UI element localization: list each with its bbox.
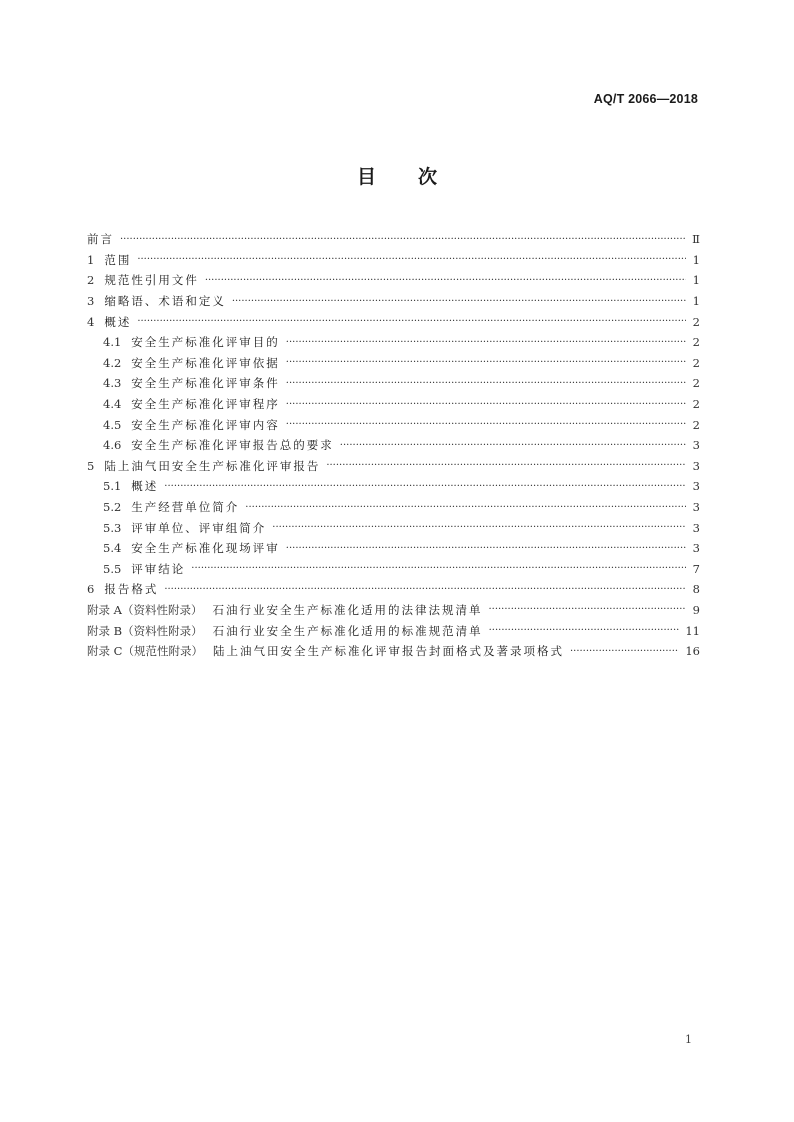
toc-leader-dots [286, 543, 686, 554]
toc-entry-page: 2 [692, 314, 700, 329]
toc-entry-title: 范围 [104, 252, 132, 267]
toc-leader-dots [191, 563, 686, 574]
toc-heading-char-1: 目 [356, 166, 376, 188]
toc-entry[interactable] [87, 456, 700, 477]
toc-entry-page: Ⅱ [692, 232, 700, 247]
toc-entry-number: 5.5 [103, 561, 122, 576]
toc-entry-title: 安全生产标准化评审程序 [131, 397, 280, 412]
toc-leader-dots [488, 604, 686, 615]
toc-entry[interactable] [87, 332, 700, 353]
toc-leader-dots [245, 502, 686, 513]
toc-entry-number: 4.1 [103, 335, 122, 350]
toc-entry-title: 石油行业安全生产标准化适用的法律法规清单 [212, 602, 483, 617]
toc-entry-page: 1 [692, 252, 700, 267]
toc-entry[interactable] [87, 353, 700, 374]
toc-entry-page: 1 [692, 273, 700, 288]
toc-entry-page: 2 [692, 417, 700, 432]
toc-entry-title: 缩略语、术语和定义 [104, 294, 226, 309]
toc-entry-number: 5.4 [103, 541, 122, 556]
toc-entry[interactable] [87, 394, 700, 415]
toc-leader-dots [286, 419, 686, 430]
toc-entry[interactable] [87, 538, 700, 559]
toc-entry-number: 4.5 [103, 417, 122, 432]
toc-entry-page: 8 [692, 582, 700, 597]
toc-entry-title: 安全生产标准化评审目的 [131, 335, 280, 350]
toc-entry-number: 附录 C（规范性附录） [87, 644, 203, 659]
toc-entry[interactable] [87, 250, 700, 271]
toc-entry-number: 4 [87, 314, 95, 329]
toc-leader-dots [120, 234, 686, 245]
toc-entry-number: 4.6 [103, 438, 122, 453]
toc-leader-dots [232, 296, 686, 307]
toc-leader-dots [286, 378, 686, 389]
toc-leader-dots [137, 254, 686, 265]
toc-entry[interactable] [87, 229, 700, 250]
toc-entry[interactable] [87, 559, 700, 580]
toc-entry-page: 2 [692, 376, 700, 391]
toc-entry[interactable] [87, 517, 700, 538]
toc-entry-page: 16 [685, 644, 700, 659]
toc-entry-title: 概述 [131, 479, 159, 494]
toc-entry[interactable] [87, 620, 700, 641]
toc-heading-char-2: 次 [418, 166, 438, 188]
toc-entry-number: 6 [87, 582, 95, 597]
toc-entry-number: 附录 A（资料性附录） [87, 602, 203, 617]
toc-leader-dots [272, 522, 686, 533]
toc-entry-number: 1 [87, 252, 95, 267]
toc-entry-title: 评审单位、评审组简介 [131, 520, 267, 535]
toc-entry-number: 5.2 [103, 500, 122, 515]
toc-leader-dots [489, 625, 680, 636]
page-number: 1 [685, 1033, 692, 1046]
toc-entry-title: 安全生产标准化评审条件 [131, 376, 280, 391]
toc-entry-page: 2 [692, 355, 700, 370]
toc-entry[interactable] [87, 414, 700, 435]
toc-entry-number: 4.3 [103, 376, 122, 391]
toc-entry-title: 石油行业安全生产标准化适用的标准规范清单 [212, 623, 483, 638]
toc-entry-page: 2 [692, 335, 700, 350]
toc-entry-page: 1 [692, 294, 700, 309]
toc-entry-number: 4.4 [103, 397, 122, 412]
toc-entry-number: 2 [87, 273, 95, 288]
toc-leader-dots [205, 275, 686, 286]
toc-entry-page: 3 [692, 438, 700, 453]
toc-entry-title: 安全生产标准化评审报告总的要求 [131, 438, 334, 453]
toc-leader-dots [286, 357, 686, 368]
toc-entry-number: 3 [87, 294, 95, 309]
toc-entry-title: 安全生产标准化评审内容 [131, 417, 280, 432]
toc-entry[interactable] [87, 497, 700, 518]
toc-entry-number: 5 [87, 458, 95, 473]
toc-leader-dots [570, 646, 679, 657]
toc-entry-title: 报告格式 [104, 582, 159, 597]
toc-entry-number: 4.2 [103, 355, 122, 370]
toc-entry-page: 11 [685, 623, 700, 638]
toc-entry-title: 陆上油气田安全生产标准化评审报告 [104, 458, 321, 473]
toc-entry-title: 前言 [87, 232, 114, 247]
toc-entry[interactable] [87, 641, 700, 662]
toc-entry-title: 安全生产标准化评审依据 [131, 355, 280, 370]
toc-entry-number: 附录 B（资料性附录） [87, 623, 203, 638]
toc-entry[interactable] [87, 476, 700, 497]
toc-entry-title: 概述 [104, 314, 132, 329]
toc-entry[interactable] [87, 270, 700, 291]
toc-entry-page: 3 [692, 479, 700, 494]
toc-leader-dots [286, 337, 686, 348]
toc-entry-title: 生产经营单位简介 [131, 500, 240, 515]
toc-entry-number: 5.1 [103, 479, 122, 494]
toc-leader-dots [340, 440, 686, 451]
table-of-contents [87, 229, 700, 661]
toc-entry-number: 5.3 [103, 520, 122, 535]
toc-leader-dots [326, 460, 686, 471]
standard-code: AQ/T 2066—2018 [593, 92, 698, 106]
toc-heading [0, 162, 794, 189]
toc-entry-title: 评审结论 [131, 561, 186, 576]
toc-entry-page: 3 [692, 520, 700, 535]
toc-leader-dots [164, 481, 686, 492]
toc-entry[interactable] [87, 311, 700, 332]
toc-entry[interactable] [87, 435, 700, 456]
toc-entry-page: 7 [692, 561, 700, 576]
toc-entry[interactable] [87, 373, 700, 394]
toc-entry-title: 陆上油气田安全生产标准化评审报告封面格式及著录项格式 [212, 644, 564, 659]
toc-entry[interactable] [87, 291, 700, 312]
toc-leader-dots [137, 316, 686, 327]
toc-entry-page: 3 [692, 500, 700, 515]
toc-entry-page: 9 [692, 602, 700, 617]
toc-leader-dots [286, 399, 686, 410]
toc-entry-title: 规范性引用文件 [104, 273, 199, 288]
toc-entry-page: 3 [692, 458, 700, 473]
toc-entry-title: 安全生产标准化现场评审 [131, 541, 280, 556]
toc-entry[interactable] [87, 579, 700, 600]
toc-leader-dots [164, 584, 686, 595]
toc-entry-page: 2 [692, 397, 700, 412]
toc-entry-page: 3 [692, 541, 700, 556]
toc-entry[interactable] [87, 600, 700, 621]
